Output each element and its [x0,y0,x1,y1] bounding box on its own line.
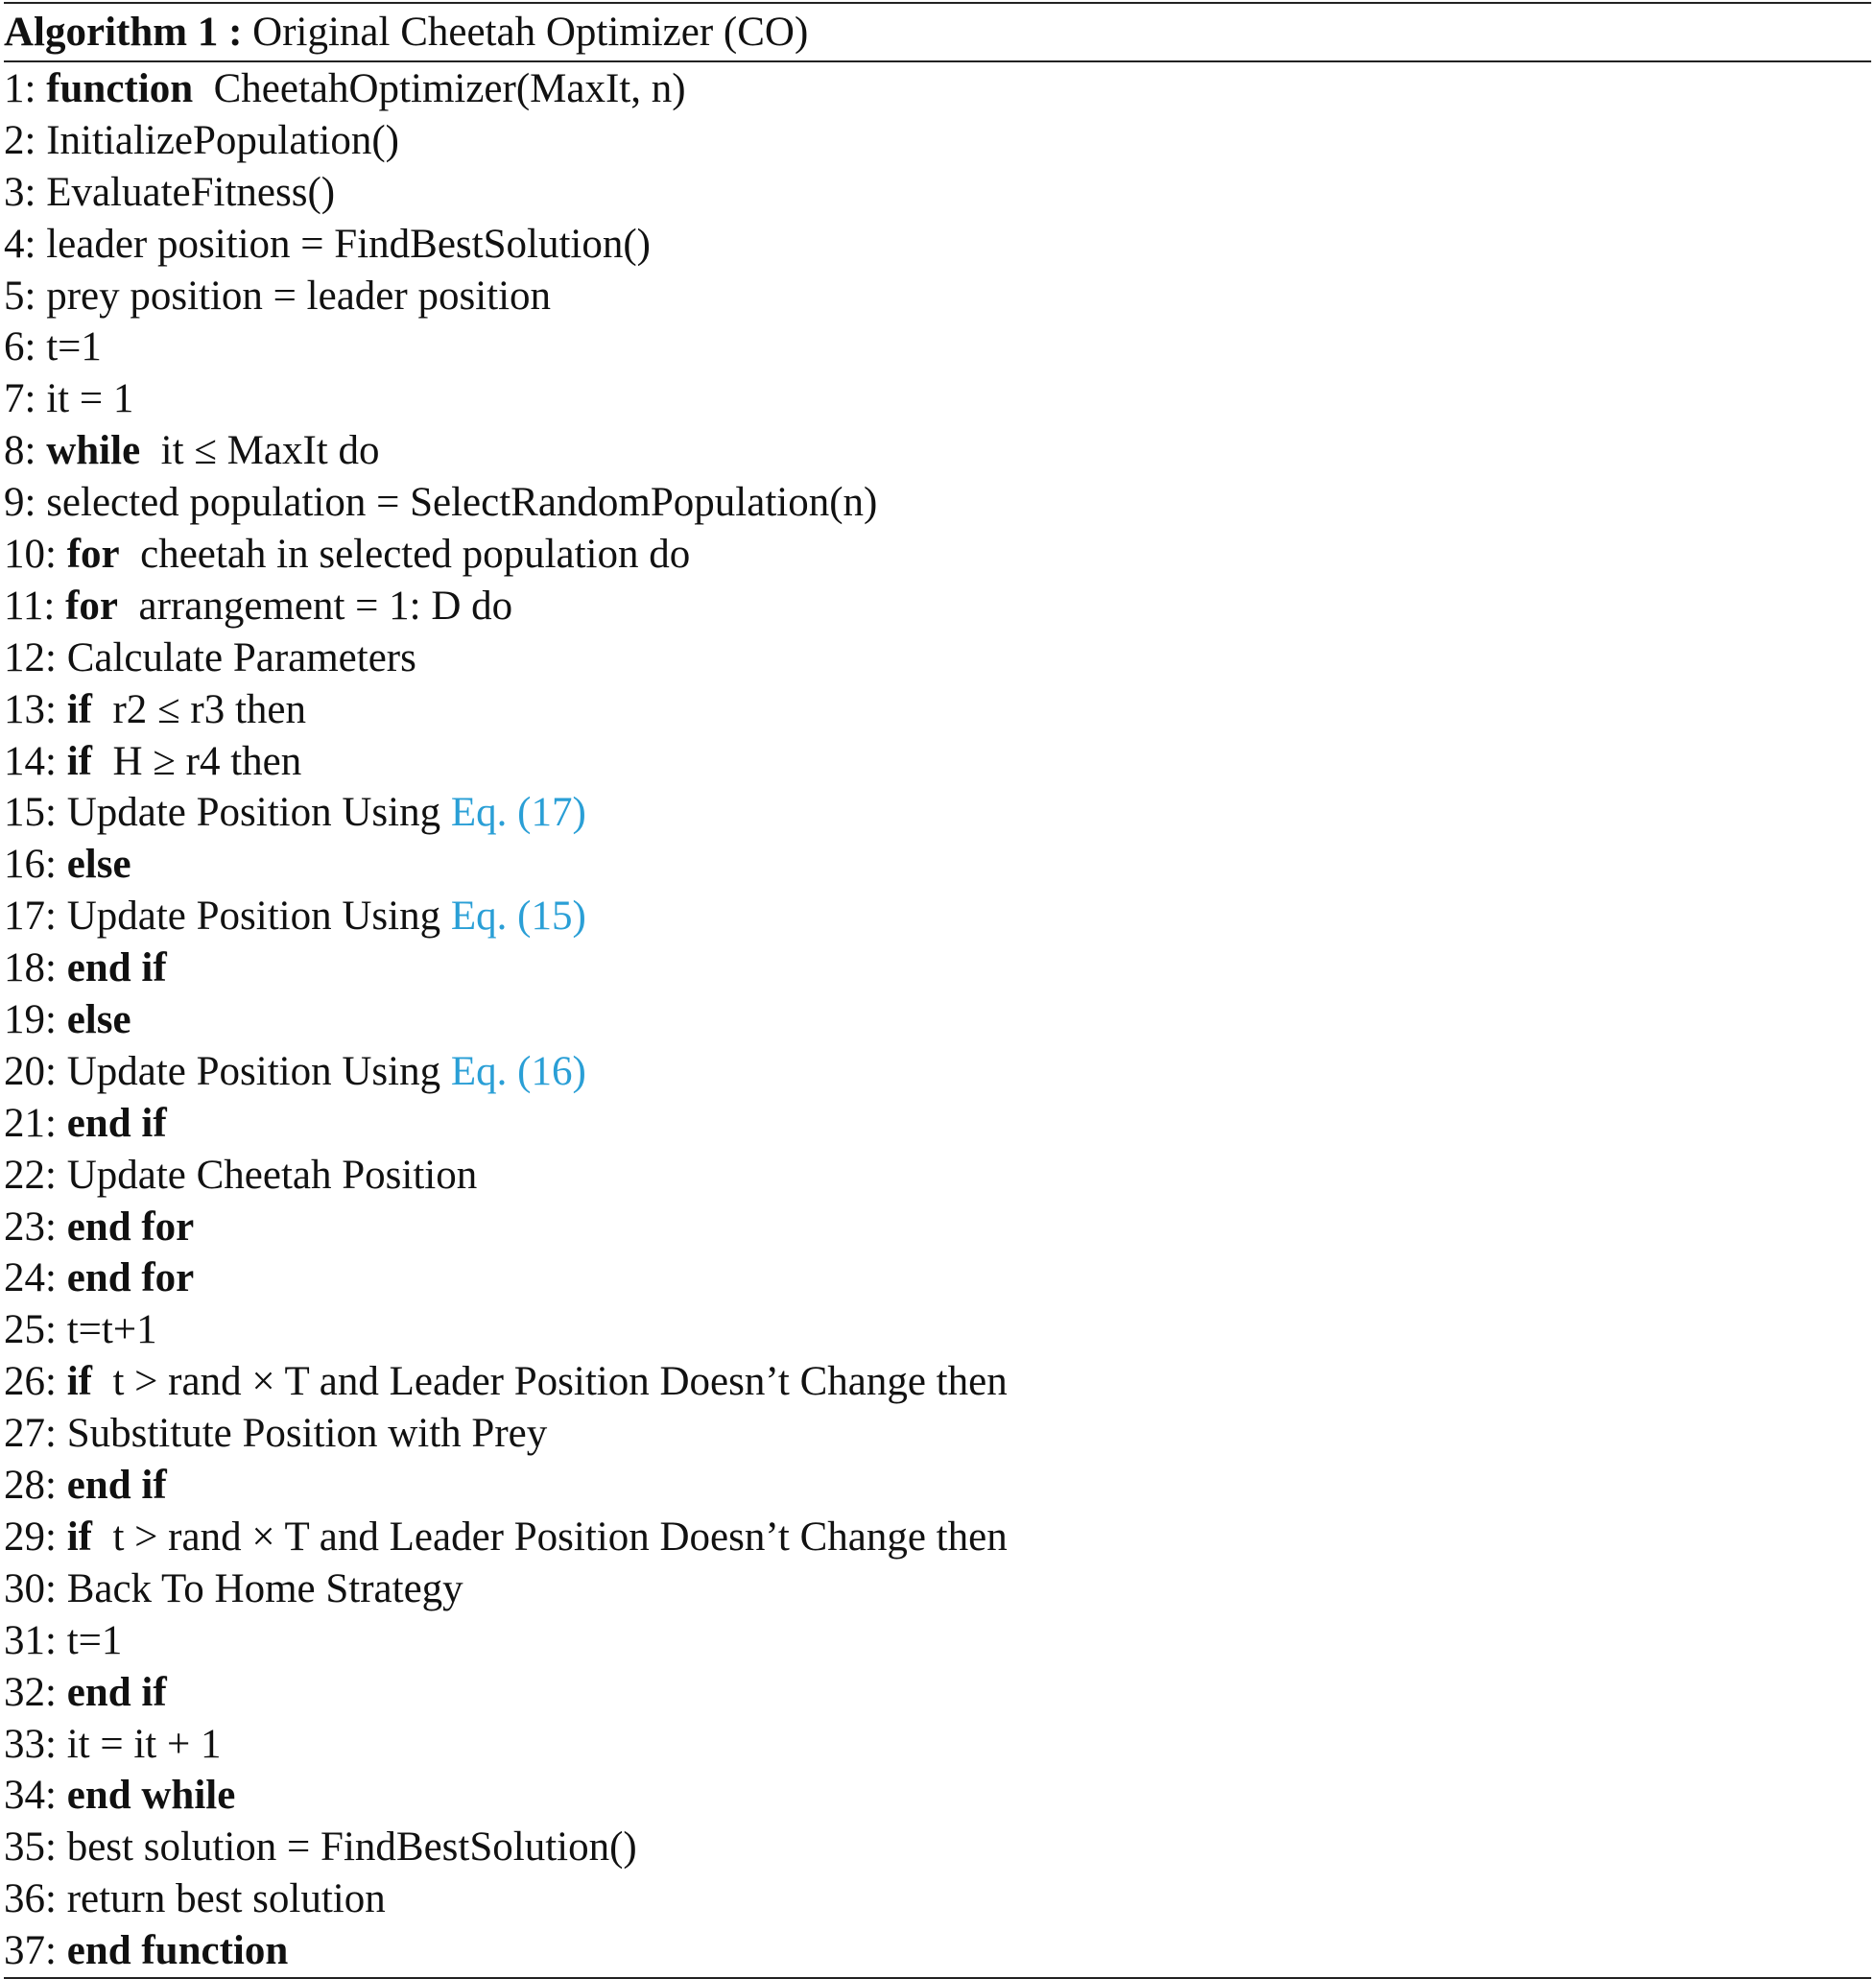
algorithm-line [4,219,1871,271]
algorithm-line [4,1356,1871,1408]
line-number: 32: [4,1669,57,1715]
line-text: selected population = SelectRandomPopulation(n) [46,480,878,526]
line-number: 6: [4,324,36,370]
line-number: 5: [4,273,36,319]
algorithm-line [4,529,1871,581]
keyword: function [46,66,194,111]
line-text: InitializePopulation() [46,117,399,163]
algorithm-line [4,684,1871,736]
keyword: if [66,1514,92,1560]
line-text: Update Cheetah Position [66,1152,478,1198]
line-number: 1: [4,66,36,111]
line-number: 36: [4,1876,57,1922]
equation-reference-link[interactable]: Eq. (15) [450,894,586,940]
keyword: end for [66,1204,195,1250]
algorithm-line [4,632,1871,684]
line-text: H ≥ r4 then [112,738,302,784]
line-text: prey position = leader position [46,273,552,319]
line-number: 10: [4,532,57,578]
keyword: if [66,686,92,732]
line-text: Update Position Using [66,790,441,836]
keyword: if [66,1359,92,1405]
line-text: arrangement = 1: D do [138,583,513,629]
line-number: 21: [4,1100,57,1146]
algorithm-line [4,1563,1871,1615]
line-text: Update Position Using [66,894,441,940]
line-text: cheetah in selected population do [140,532,691,578]
line-number: 17: [4,894,57,940]
algorithm-line [4,1925,1871,1977]
line-number: 9: [4,480,36,526]
line-number: 23: [4,1204,57,1250]
algorithm-line [4,373,1871,425]
line-number: 7: [4,376,36,422]
line-text: r2 ≤ r3 then [112,686,307,732]
line-number: 29: [4,1514,57,1560]
algorithm-line [4,891,1871,942]
line-text: best solution = FindBestSolution() [66,1824,637,1871]
algorithm-line [4,1512,1871,1563]
line-text: EvaluateFitness() [46,169,336,215]
algorithm-line [4,994,1871,1046]
line-number: 30: [4,1565,57,1611]
line-number: 35: [4,1824,57,1871]
line-number: 28: [4,1463,57,1509]
line-text: it = 1 [46,376,134,422]
line-text: return best solution [66,1876,386,1922]
algorithm-line [4,1719,1871,1771]
algorithm-line [4,839,1871,891]
line-text: t > rand × T and Leader Position Doesn’t Change then [112,1514,1008,1560]
line-number: 14: [4,738,57,784]
keyword: end if [66,1669,167,1715]
keyword: else [66,997,131,1043]
algorithm-line [4,942,1871,994]
keyword: end if [66,1100,167,1146]
algorithm-line [4,63,1871,115]
line-text: it ≤ MaxIt do [160,428,380,474]
line-number: 11: [4,583,56,629]
algorithm-line [4,1202,1871,1253]
algorithm-line [4,1770,1871,1822]
algorithm-line [4,736,1871,788]
algorithm-line [4,1098,1871,1150]
line-number: 2: [4,117,36,163]
line-number: 33: [4,1721,57,1767]
line-number: 25: [4,1307,57,1353]
line-number: 37: [4,1928,57,1974]
keyword: while [46,428,141,474]
keyword: end function [66,1928,289,1974]
keyword: else [66,842,131,888]
line-number: 16: [4,842,57,888]
algorithm-line [4,477,1871,529]
line-text: Substitute Position with Prey [66,1411,548,1457]
keyword: end if [66,1463,167,1509]
algorithm-line [4,1408,1871,1460]
keyword: end if [66,945,167,991]
line-number: 31: [4,1617,57,1663]
line-number: 8: [4,428,36,474]
line-text: t=t+1 [66,1307,157,1353]
algorithm-block [4,2,1871,1979]
line-number: 34: [4,1773,57,1819]
keyword: end while [66,1773,236,1819]
algorithm-line [4,1304,1871,1356]
line-text: leader position = FindBestSolution() [46,221,652,267]
algorithm-lines [4,62,1871,1977]
line-text: CheetahOptimizer(MaxIt, n) [213,66,686,111]
algorithm-line [4,271,1871,322]
line-number: 3: [4,169,36,215]
line-number: 13: [4,686,57,732]
line-text: Update Position Using [66,1048,441,1094]
line-text: it = it + 1 [66,1721,222,1767]
algorithm-title: Original Cheetah Optimizer (CO) [252,10,809,55]
algorithm-caption [4,4,1871,60]
algorithm-line [4,115,1871,167]
algorithm-line [4,1150,1871,1202]
algorithm-line [4,787,1871,839]
line-text: t=1 [46,324,102,370]
algorithm-line [4,1252,1871,1304]
keyword: for [65,583,119,629]
line-text: Back To Home Strategy [66,1565,463,1611]
line-text: t > rand × T and Leader Position Doesn’t Change then [112,1359,1008,1405]
algorithm-line [4,1615,1871,1667]
line-number: 27: [4,1411,57,1457]
equation-reference-link[interactable]: Eq. (16) [450,1048,586,1094]
line-text: t=1 [66,1617,123,1663]
algorithm-label: Algorithm 1 : [4,10,243,55]
line-text: Calculate Parameters [66,634,416,680]
algorithm-line [4,1046,1871,1098]
line-number: 15: [4,790,57,836]
algorithm-line [4,1822,1871,1873]
algorithm-line [4,425,1871,477]
line-number: 22: [4,1152,57,1198]
algorithm-line [4,322,1871,373]
line-number: 26: [4,1359,57,1405]
keyword: end for [66,1255,195,1301]
line-number: 18: [4,945,57,991]
algorithm-line [4,1873,1871,1925]
keyword: if [66,738,92,784]
line-number: 24: [4,1255,57,1301]
algorithm-line [4,1667,1871,1719]
line-number: 12: [4,634,57,680]
line-number: 19: [4,997,57,1043]
algorithm-line [4,581,1871,632]
line-number: 4: [4,221,36,267]
algorithm-line [4,167,1871,219]
line-number: 20: [4,1048,57,1094]
algorithm-line [4,1460,1871,1512]
equation-reference-link[interactable]: Eq. (17) [450,790,586,836]
keyword: for [66,532,120,578]
